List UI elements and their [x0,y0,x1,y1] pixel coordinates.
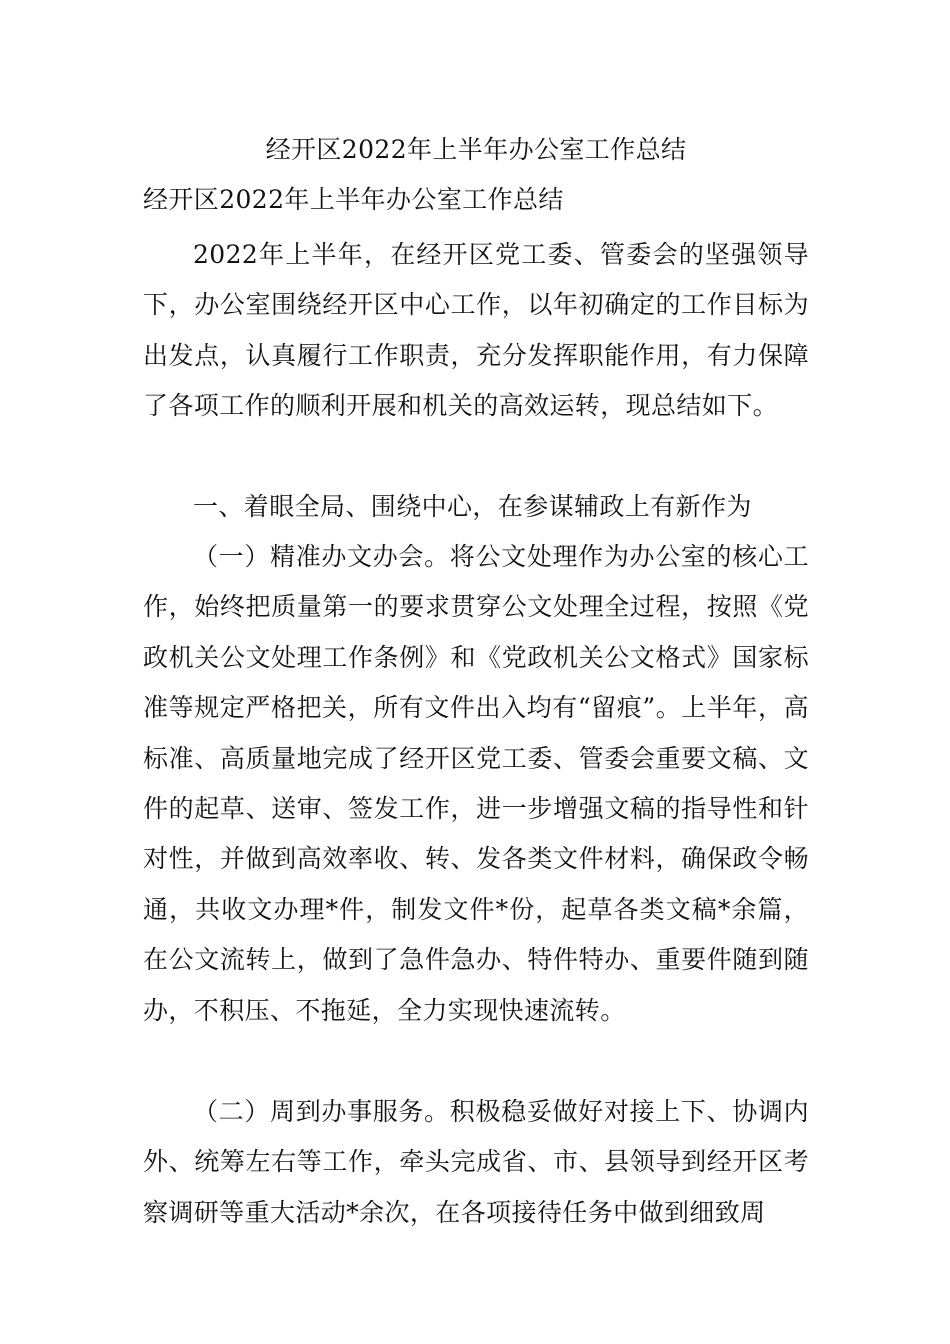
document-subtitle: 经开区2022年上半年办公室工作总结 [143,185,564,214]
document-title: 经开区2022年上半年办公室工作总结 [265,135,687,164]
body-paragraph: （一）精准办文办会。将公文处理作为办公室的核心工作，始终把质量第一的要求贯穿公文处理全过程，按照《党政机关公文处理工作条例》和《党政机关公文格式》国家标准等规定严格把关，所有文件出入均有“留痕”。上半年，高标准、高质量地完成了经开区党工委、管委会重要文稿、文件的起草、送审、签发工作，进一步增强文稿的指导性和针对性，并做到高效率收、转、发各类文件材料，确保政令畅通，共收文办理*件，制发文件*份，起草各类文稿*余篇，在公文流转上，做到了急件急办、特件特办、重要件随到随办，不积压、不拖延，全力实现快速流转。 [143,542,809,1025]
intro-paragraph: 2022年上半年，在经开区党工委、管委会的坚强领导下，办公室围绕经开区中心工作，以年初确定的工作目标为出发点，认真履行工作职责，充分发挥职能作用，有力保障了各项工作的顺利开展和机关的高效运转，现总结如下。 [143,240,809,421]
body-paragraph: （二）周到办事服务。积极稳妥做好对接上下、协调内外、统筹左右等工作，牵头完成省、市、县领导到经开区考察调研等重大活动*余次，在各项接待任务中做到细致周 [143,1097,809,1227]
section-heading: 一、着眼全局、围绕中心，在参谋辅政上有新作为 [193,492,752,521]
